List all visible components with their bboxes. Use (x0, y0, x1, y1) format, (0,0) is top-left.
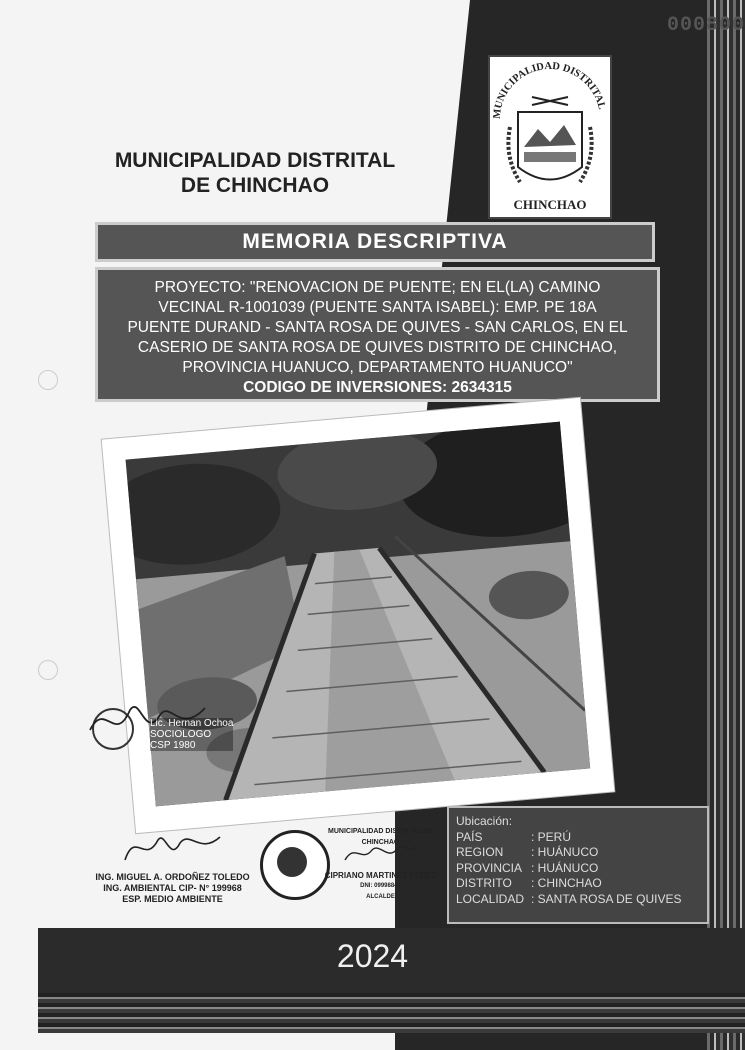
municipality-logo (488, 55, 612, 219)
project-line-1: PROYECTO: "RENOVACION DE PUENTE; EN EL(LA) CAMINO (154, 279, 601, 296)
engineer-signature (120, 825, 230, 870)
title-line-2: DE CHINCHAO (180, 174, 330, 197)
mayor-signature (340, 838, 420, 868)
location-value: : CHINCHAO (531, 876, 602, 890)
location-heading: Ubicación: (456, 814, 513, 828)
investment-code: CODIGO DE INVERSIONES: 2634315 (243, 379, 512, 396)
location-key: REGION (456, 845, 504, 859)
logo-name: CHINCHAO (513, 197, 587, 212)
logo-emblem (490, 57, 610, 217)
sociologist-role: SOCIOLOGO (150, 729, 212, 740)
bridge-photo-frame (102, 398, 615, 833)
location-value: : PERÚ (531, 829, 572, 844)
mayor-dni: DNI: 09998844 (360, 883, 401, 889)
location-value: : HUÁNUCO (531, 845, 599, 859)
location-key: LOCALIDAD (456, 891, 525, 906)
engineer-cip: ING. AMBIENTAL CIP- N° 199968 (103, 883, 242, 893)
mayor-name: CIPRIANO MARTINEZ PEREZ (324, 871, 437, 880)
location-key: PAÍS (456, 829, 483, 844)
location-row-country (456, 830, 700, 846)
year-label: 2024 (336, 938, 409, 974)
punch-hole (38, 370, 58, 390)
punch-hole (38, 660, 58, 680)
project-description (95, 267, 660, 402)
binder-edge (707, 0, 745, 1050)
title-line-1: MUNICIPALIDAD DISTRITAL (114, 149, 396, 172)
location-row-locality (456, 892, 700, 908)
engineer-stamp (85, 872, 260, 905)
municipality-title (80, 148, 430, 198)
engineer-specialty: ESP. MEDIO AMBIENTE (122, 894, 223, 904)
bottom-stripes (38, 993, 745, 1033)
project-line-5: PROVINCIA HUANUCO, DEPARTAMENTO HUANUCO" (182, 359, 573, 376)
location-row-province (456, 861, 700, 877)
location-value: : SANTA ROSA DE QUIVES (531, 891, 682, 906)
project-line-4: CASERIO DE SANTA ROSA DE QUIVES DISTRITO DE CHINCHAO, (137, 339, 618, 356)
document-title: MEMORIA DESCRIPTIVA (95, 222, 655, 262)
engineer-name: ING. MIGUEL A. ORDOÑEZ TOLEDO (95, 872, 250, 882)
location-value: : HUÁNUCO (531, 860, 599, 875)
sociologist-name: Lic. Hernan Ochoa (150, 718, 234, 729)
mayor-title: ALCALDE (366, 894, 395, 900)
location-key: DISTRITO (456, 876, 512, 890)
mayor-stamp-header: MUNICIPALIDAD DISTRITAL DE CHINCHAO (328, 828, 433, 846)
project-line-3: PUENTE DURAND - SANTA ROSA DE QUIVES - SAN CARLOS, EN EL (127, 319, 628, 336)
page-number: 000800 (666, 14, 745, 37)
location-key: PROVINCIA (456, 860, 523, 875)
location-row-region (456, 845, 700, 861)
logo-arc-text: MUNICIPALIDAD DISTRITAL (491, 60, 608, 120)
sociologist-code: CSP 1980 (150, 740, 196, 751)
project-line-2: VECINAL R-1001039 (PUENTE SANTA ISABEL): EMP. PE 18A (158, 299, 597, 316)
location-box (447, 806, 709, 924)
mayor-stamp (318, 870, 443, 903)
location-row-district (456, 876, 700, 892)
sociologist-stamp-text (150, 718, 233, 751)
